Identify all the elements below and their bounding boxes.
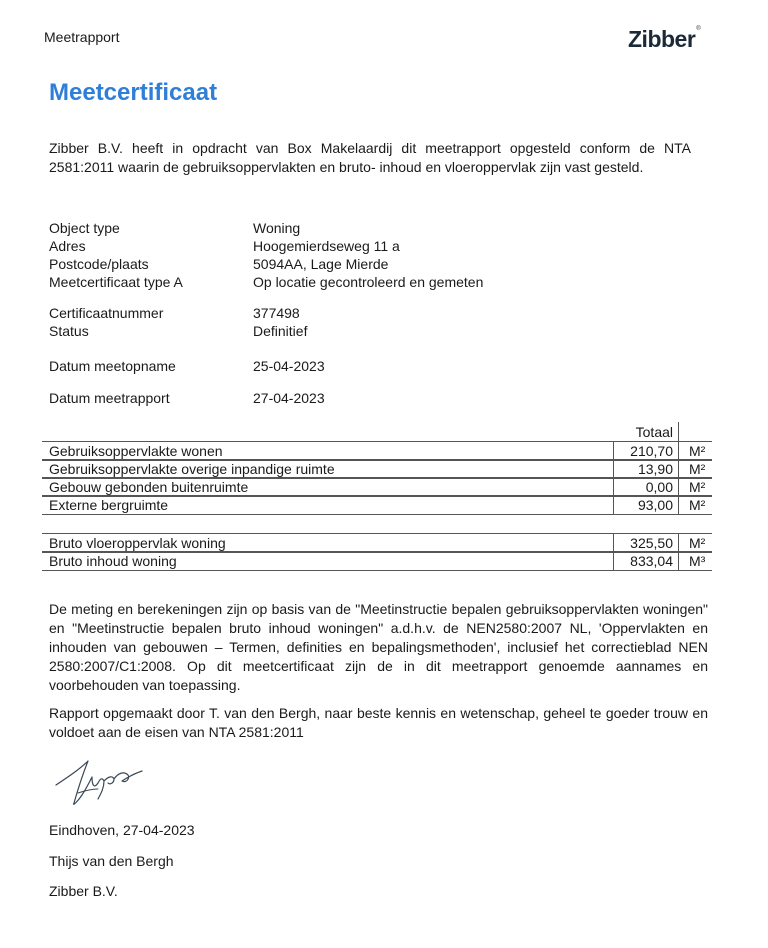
column-divider: [613, 460, 614, 478]
column-divider: [678, 442, 679, 460]
row-unit: M²: [689, 443, 706, 459]
detail-label: Datum meetopname: [49, 358, 176, 374]
detail-value: 25-04-2023: [253, 358, 325, 374]
column-divider: [613, 478, 614, 496]
handwritten-signature: [48, 755, 148, 815]
row-label: Externe bergruimte: [49, 497, 169, 513]
detail-label: Object type: [49, 220, 120, 236]
methodology-paragraph: De meting en berekeningen zijn op basis van de "Meetinstructie bepalen gebruiksoppervlakten woningen" en "Meetinstructie bepalen bruto inhoud woningen" a.d.h.v. de NEN2580:2007 NL, 'Oppervlakten en inhouden van gebouwen – Termen, definities en bepalingsmethoden', inclusief het correctieblad NEN 2580:2007/C1:2008. Op dit meetcertificaat zijn de in dit meetrapport genoemde aannames en voorbehouden van toepassing.: [49, 601, 708, 693]
total-column-header: Totaal: [635, 424, 673, 440]
detail-label: Postcode/plaats: [49, 256, 149, 272]
row-value: 325,50: [630, 535, 673, 551]
column-divider: [678, 422, 679, 441]
logo-text: Zibber: [628, 26, 696, 52]
table-row: [42, 495, 712, 515]
document-type-label: Meetrapport: [44, 29, 120, 45]
row-value: 210,70: [630, 443, 673, 459]
row-value: 833,04: [630, 553, 673, 569]
detail-label: Datum meetrapport: [49, 390, 170, 406]
row-label: Gebruiksoppervlakte wonen: [49, 443, 223, 459]
table-row: [42, 533, 712, 553]
row-label: Gebruiksoppervlakte overige inpandige ruimte: [49, 461, 335, 477]
column-divider: [678, 496, 679, 514]
intro-paragraph: Zibber B.V. heeft in opdracht van Box Makelaardij dit meetrapport opgesteld conform de NTA 2581:2011 waarin de gebruiksoppervlakten en bruto- inhoud en vloeroppervlak zijn vast gesteld.: [49, 140, 691, 175]
column-divider: [678, 478, 679, 496]
place-and-date: Eindhoven, 27-04-2023: [49, 822, 195, 838]
detail-value: 377498: [253, 305, 300, 321]
row-value: 13,90: [637, 461, 673, 477]
company-name: Zibber B.V.: [49, 883, 118, 899]
row-value: 93,00: [637, 497, 673, 513]
table-row: [42, 551, 712, 571]
row-value: 0,00: [645, 479, 673, 495]
table-row: [42, 459, 712, 479]
column-divider: [613, 534, 614, 552]
detail-label: Meetcertificaat type A: [49, 274, 183, 290]
row-label: Gebouw gebonden buitenruimte: [49, 479, 249, 495]
signatory-name: Thijs van den Bergh: [49, 853, 174, 869]
registered-mark: ®: [696, 26, 701, 32]
column-divider: [613, 442, 614, 460]
detail-label: Adres: [49, 238, 86, 254]
detail-value: Hoogemierdseweg 11 a: [253, 238, 400, 254]
detail-value: Definitief: [253, 323, 308, 339]
table-header: [42, 422, 712, 441]
row-unit: M³: [689, 553, 706, 569]
detail-value: Op locatie gecontroleerd en gemeten: [253, 274, 484, 290]
column-divider: [678, 552, 679, 570]
table-row: [42, 441, 712, 461]
row-unit: M²: [689, 461, 706, 477]
table-row: [42, 477, 712, 497]
detail-value: 27-04-2023: [253, 390, 325, 406]
column-divider: [678, 534, 679, 552]
row-unit: M²: [689, 535, 706, 551]
detail-value: 5094AA, Lage Mierde: [253, 256, 389, 272]
page-title: Meetcertificaat: [49, 79, 218, 106]
row-label: Bruto vloeroppervlak woning: [49, 535, 226, 551]
detail-value: Woning: [253, 220, 301, 236]
column-divider: [613, 552, 614, 570]
row-unit: M²: [689, 479, 706, 495]
declaration-paragraph: Rapport opgemaakt door T. van den Bergh, naar beste kennis en wetenschap, geheel te goeder trouw en voldoet aan de eisen van NTA 2581:2011: [49, 705, 708, 740]
column-divider: [678, 460, 679, 478]
row-unit: M²: [689, 497, 706, 513]
detail-label: Status: [49, 323, 89, 339]
detail-label: Certificaatnummer: [49, 305, 164, 321]
zibber-logo: [628, 26, 700, 53]
row-label: Bruto inhoud woning: [49, 553, 177, 569]
column-divider: [613, 496, 614, 514]
